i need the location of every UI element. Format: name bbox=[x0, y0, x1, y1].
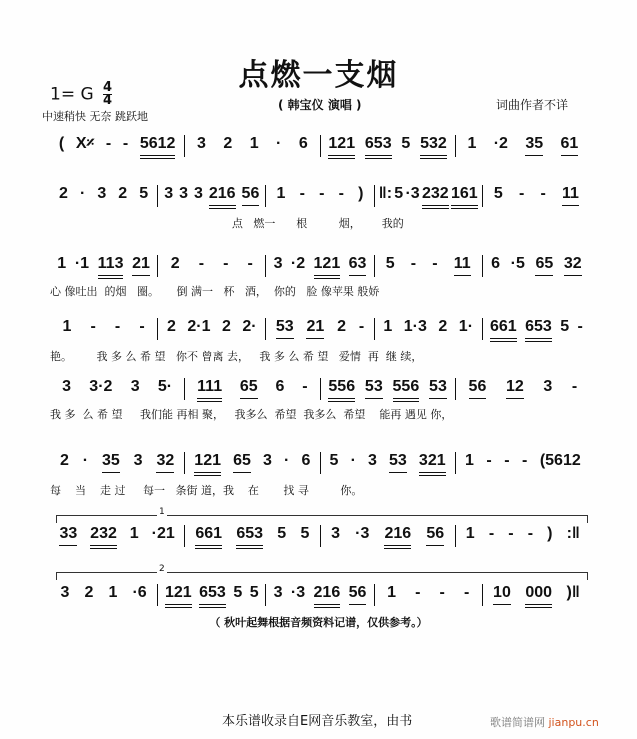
score-row bbox=[50, 584, 590, 608]
lyrics-line: 每 当 走 过 每一 条街 道，我 在 找 寻 你。 bbox=[50, 484, 363, 497]
note-group: 12 bbox=[506, 378, 524, 399]
note-group: 232 bbox=[422, 185, 449, 209]
note-group: - bbox=[439, 584, 445, 601]
note-group: - bbox=[527, 525, 534, 542]
note-group: 161 bbox=[451, 185, 478, 209]
note-group: 11 bbox=[562, 185, 579, 206]
note-group: 10 bbox=[493, 584, 511, 605]
volta-label: 2 bbox=[159, 564, 165, 574]
note-group: · bbox=[350, 452, 356, 469]
score-row bbox=[50, 378, 590, 402]
measure bbox=[483, 185, 590, 206]
score-row bbox=[50, 135, 590, 159]
note-group: 56 bbox=[426, 525, 444, 546]
singer: ( 韩宝仪 演唱 ) bbox=[278, 98, 362, 112]
measure bbox=[456, 135, 590, 156]
lyrics-line: 点 燃一 根 烟， 我的 bbox=[50, 217, 404, 230]
note-group: 5 bbox=[385, 255, 395, 272]
note-group: 232 bbox=[90, 525, 117, 549]
note-group: 2 bbox=[84, 584, 94, 601]
note-group: ·3 bbox=[290, 584, 306, 601]
note-group: 532 bbox=[420, 135, 447, 159]
note-group: ·3 bbox=[355, 525, 370, 542]
note-group: 3 bbox=[263, 452, 272, 469]
score-row bbox=[50, 255, 590, 279]
note-group: ·3 bbox=[405, 185, 420, 202]
note-group: :‖ bbox=[566, 525, 580, 542]
note-group: 6 bbox=[275, 378, 285, 395]
note-group: - bbox=[415, 584, 421, 601]
note-group: - bbox=[198, 255, 205, 272]
note-group: ·2 bbox=[493, 135, 508, 152]
measure bbox=[483, 318, 590, 342]
note-group: 2 bbox=[59, 185, 68, 202]
note-group: 33 bbox=[59, 525, 77, 546]
lyrics-line: 心 像吐出 的烟 圈。 倒 满一 杯 酒， 你的 脸 像苹果 般娇 bbox=[50, 285, 380, 298]
note-group: · bbox=[79, 185, 86, 202]
note-group: 35 bbox=[102, 452, 120, 473]
measure bbox=[50, 452, 184, 473]
note-group: - bbox=[114, 318, 121, 335]
key-label: 1= G bbox=[50, 84, 94, 105]
note-group: 121 bbox=[194, 452, 221, 476]
measure bbox=[266, 318, 373, 339]
note-group: 5 bbox=[401, 135, 411, 152]
note-group: - bbox=[139, 318, 145, 335]
note-group: 2 bbox=[166, 318, 176, 335]
note-group: ‖: bbox=[378, 185, 393, 202]
note-group: 56 bbox=[242, 185, 260, 206]
tempo-marking: 中速稍快 无奈 跳跃地 bbox=[42, 110, 148, 123]
note-group: 63 bbox=[349, 255, 367, 276]
note-group: 32 bbox=[156, 452, 174, 473]
note-group: ·5 bbox=[510, 255, 525, 272]
note-group: · bbox=[276, 135, 282, 152]
transcription-note: （ 秋叶起舞根据音频资料记谱，仅供参考。） bbox=[209, 616, 428, 629]
note-group: - bbox=[122, 135, 129, 152]
note-group: 2 bbox=[170, 255, 180, 272]
note-group: · bbox=[82, 452, 89, 469]
note-group: 2· bbox=[242, 318, 257, 335]
note-group: 32 bbox=[564, 255, 582, 276]
note-group: 556 bbox=[328, 378, 355, 402]
note-group: 3 bbox=[62, 378, 72, 395]
measure bbox=[50, 525, 184, 549]
note-group: 1 bbox=[57, 255, 67, 272]
note-group: - bbox=[571, 378, 578, 395]
measure bbox=[375, 255, 482, 276]
measure bbox=[185, 135, 319, 155]
measure bbox=[321, 135, 455, 159]
note-group: 216 bbox=[384, 525, 411, 549]
note-group: 56 bbox=[469, 378, 487, 399]
note-group: - bbox=[90, 318, 96, 335]
note-group: 3 bbox=[179, 185, 188, 202]
note-group: 2 bbox=[438, 318, 448, 335]
measure bbox=[50, 135, 184, 159]
note-group: 5612 bbox=[140, 135, 176, 159]
note-group: 5 bbox=[300, 525, 310, 542]
note-group: 3·2 bbox=[89, 378, 113, 395]
note-group: 2 bbox=[223, 135, 233, 152]
note-group: 5 bbox=[249, 584, 259, 601]
note-group: 1 bbox=[276, 185, 286, 202]
time-signature bbox=[103, 82, 112, 107]
note-group: 3 bbox=[331, 525, 340, 542]
note-group: 3 bbox=[164, 185, 174, 202]
measure bbox=[158, 584, 265, 608]
measure bbox=[321, 378, 455, 402]
note-group: 6 bbox=[491, 255, 501, 272]
measure bbox=[50, 318, 157, 338]
time-bottom: 4 bbox=[103, 93, 113, 108]
note-group: 3 bbox=[193, 185, 203, 202]
volta-bracket-2 bbox=[56, 564, 588, 580]
note-group: 2 bbox=[337, 318, 347, 335]
note-group: 653 bbox=[365, 135, 392, 159]
score-row bbox=[50, 185, 590, 209]
note-group: 3 bbox=[273, 255, 283, 272]
measure bbox=[185, 378, 319, 402]
note-group: 3 bbox=[97, 185, 107, 202]
note-group: - bbox=[105, 135, 112, 152]
measure bbox=[158, 255, 265, 275]
note-group: 5 bbox=[560, 318, 570, 335]
note-group: 6 bbox=[298, 135, 308, 152]
note-group: ( bbox=[58, 135, 65, 152]
note-group: 35 bbox=[525, 135, 543, 156]
watermark-text: 歌谱简谱网 bbox=[490, 716, 545, 729]
note-group: 3 bbox=[196, 135, 206, 152]
note-group: 3 bbox=[543, 378, 553, 395]
note-group: 53 bbox=[389, 452, 407, 473]
note-group: (5612 bbox=[539, 452, 581, 469]
watermark-site: jianpu.cn bbox=[548, 716, 599, 729]
note-group: 1 bbox=[383, 318, 393, 335]
note-group: 2 bbox=[59, 452, 69, 469]
measure bbox=[266, 255, 373, 279]
watermark bbox=[490, 714, 599, 730]
measure bbox=[375, 185, 482, 209]
note-group: 21 bbox=[132, 255, 150, 276]
volta-bracket-1 bbox=[56, 507, 588, 523]
note-group: - bbox=[486, 452, 492, 469]
note-group: 6 bbox=[301, 452, 311, 469]
note-group: ) bbox=[547, 525, 553, 542]
source-footer: 本乐谱收录自E网音乐教室，由书 bbox=[222, 714, 413, 729]
song-title: 点燃一支烟 bbox=[238, 58, 399, 93]
lyrics-line: 我 多 么 希 望 我们能 再相 聚， 我多么 希望 我多么 希望 能再 遇见 你， bbox=[50, 408, 453, 421]
note-group: - bbox=[463, 584, 470, 601]
note-group: - bbox=[410, 255, 417, 272]
note-group: - bbox=[518, 185, 525, 202]
measure bbox=[50, 255, 157, 279]
note-group: 61 bbox=[561, 135, 579, 156]
measure bbox=[456, 452, 590, 472]
note-group: 321 bbox=[419, 452, 446, 476]
measure bbox=[375, 318, 482, 338]
note-group: 113 bbox=[98, 255, 124, 279]
note-group: ·1 bbox=[74, 255, 90, 272]
note-group: - bbox=[577, 318, 583, 335]
note-group: - bbox=[299, 185, 305, 202]
note-group: X𝄎 bbox=[75, 135, 95, 152]
measure bbox=[266, 185, 373, 205]
lyrics-line: 艳。 我 多 么 希 望 你不 曾离 去， 我 多 么 希 望 爱情 再 继 续， bbox=[50, 350, 423, 363]
measure bbox=[50, 185, 157, 205]
note-group: 2 bbox=[118, 185, 128, 202]
note-group: 653 bbox=[236, 525, 263, 549]
measure bbox=[321, 452, 455, 476]
score-row bbox=[50, 525, 590, 549]
note-group: 5 bbox=[329, 452, 339, 469]
note-group: 65 bbox=[233, 452, 251, 473]
note-group: 121 bbox=[328, 135, 355, 159]
note-group: 3 bbox=[130, 378, 140, 395]
note-group: 5 bbox=[233, 584, 243, 601]
note-group: 653 bbox=[199, 584, 226, 608]
measure bbox=[185, 525, 319, 549]
note-group: 5 bbox=[493, 185, 503, 202]
note-group: - bbox=[540, 185, 546, 202]
note-group: - bbox=[302, 378, 308, 395]
volta-label: 1 bbox=[159, 507, 165, 517]
note-group: 3 bbox=[60, 584, 70, 601]
note-group: 2·1 bbox=[187, 318, 211, 335]
note-group: 5 bbox=[139, 185, 149, 202]
measure bbox=[50, 584, 157, 604]
note-group: - bbox=[504, 452, 510, 469]
note-group: 121 bbox=[165, 584, 192, 608]
note-group: 2 bbox=[221, 318, 231, 335]
note-group: - bbox=[432, 255, 438, 272]
note-group: 216 bbox=[209, 185, 236, 209]
note-group: - bbox=[522, 452, 528, 469]
measure bbox=[456, 525, 590, 545]
note-group: 53 bbox=[276, 318, 294, 339]
note-group: 661 bbox=[195, 525, 222, 549]
note-group: 1 bbox=[464, 452, 474, 469]
note-group: - bbox=[319, 185, 325, 202]
note-group: ) bbox=[358, 185, 364, 202]
note-group: 653 bbox=[525, 318, 552, 342]
measure bbox=[483, 255, 590, 276]
note-group: 1 bbox=[387, 584, 397, 601]
note-group: 53 bbox=[365, 378, 383, 399]
score-row bbox=[50, 318, 590, 342]
note-group: 65 bbox=[240, 378, 258, 399]
note-group: 3 bbox=[273, 584, 283, 601]
time-top: 4 bbox=[103, 80, 113, 95]
note-group: ·2 bbox=[290, 255, 306, 272]
note-group: )‖ bbox=[566, 584, 580, 601]
note-group: - bbox=[508, 525, 514, 542]
note-group: 556 bbox=[393, 378, 420, 402]
note-group: 11 bbox=[454, 255, 471, 276]
note-group: 000 bbox=[525, 584, 552, 608]
measure bbox=[185, 452, 319, 476]
note-group: - bbox=[488, 525, 495, 542]
note-group: 1 bbox=[62, 318, 72, 335]
note-group: 5· bbox=[157, 378, 173, 395]
measure bbox=[158, 185, 265, 209]
note-group: · bbox=[284, 452, 290, 469]
note-group: 1 bbox=[108, 584, 118, 601]
measure bbox=[321, 525, 455, 549]
note-group: 121 bbox=[314, 255, 341, 279]
measure bbox=[50, 378, 184, 398]
note-group: 5 bbox=[277, 525, 287, 542]
measure bbox=[375, 584, 482, 604]
note-group: 53 bbox=[429, 378, 447, 399]
note-group: 1·3 bbox=[403, 318, 427, 335]
note-group: - bbox=[338, 185, 344, 202]
note-group: 216 bbox=[314, 584, 341, 608]
score-row bbox=[50, 452, 590, 476]
note-group: 111 bbox=[197, 378, 222, 402]
note-group: 661 bbox=[490, 318, 517, 342]
note-group: ·6 bbox=[132, 584, 147, 601]
note-group: 5 bbox=[394, 185, 404, 202]
measure bbox=[456, 378, 590, 399]
note-group: 65 bbox=[535, 255, 553, 276]
note-group: 21 bbox=[306, 318, 324, 339]
note-group: - bbox=[358, 318, 365, 335]
measure bbox=[158, 318, 265, 338]
measure bbox=[483, 584, 590, 608]
note-group: 56 bbox=[349, 584, 367, 605]
measure bbox=[266, 584, 373, 608]
key-signature bbox=[50, 82, 112, 107]
composer-credit: 词曲作者不详 bbox=[496, 98, 569, 112]
note-group: 1 bbox=[129, 525, 139, 542]
note-group: 3 bbox=[133, 452, 143, 469]
note-group: 1 bbox=[465, 525, 475, 542]
note-group: - bbox=[247, 255, 253, 272]
note-group: 1 bbox=[249, 135, 259, 152]
note-group: 1· bbox=[458, 318, 474, 335]
note-group: 1 bbox=[467, 135, 477, 152]
note-group: ·21 bbox=[151, 525, 175, 542]
note-group: - bbox=[223, 255, 229, 272]
note-group: 3 bbox=[368, 452, 377, 469]
